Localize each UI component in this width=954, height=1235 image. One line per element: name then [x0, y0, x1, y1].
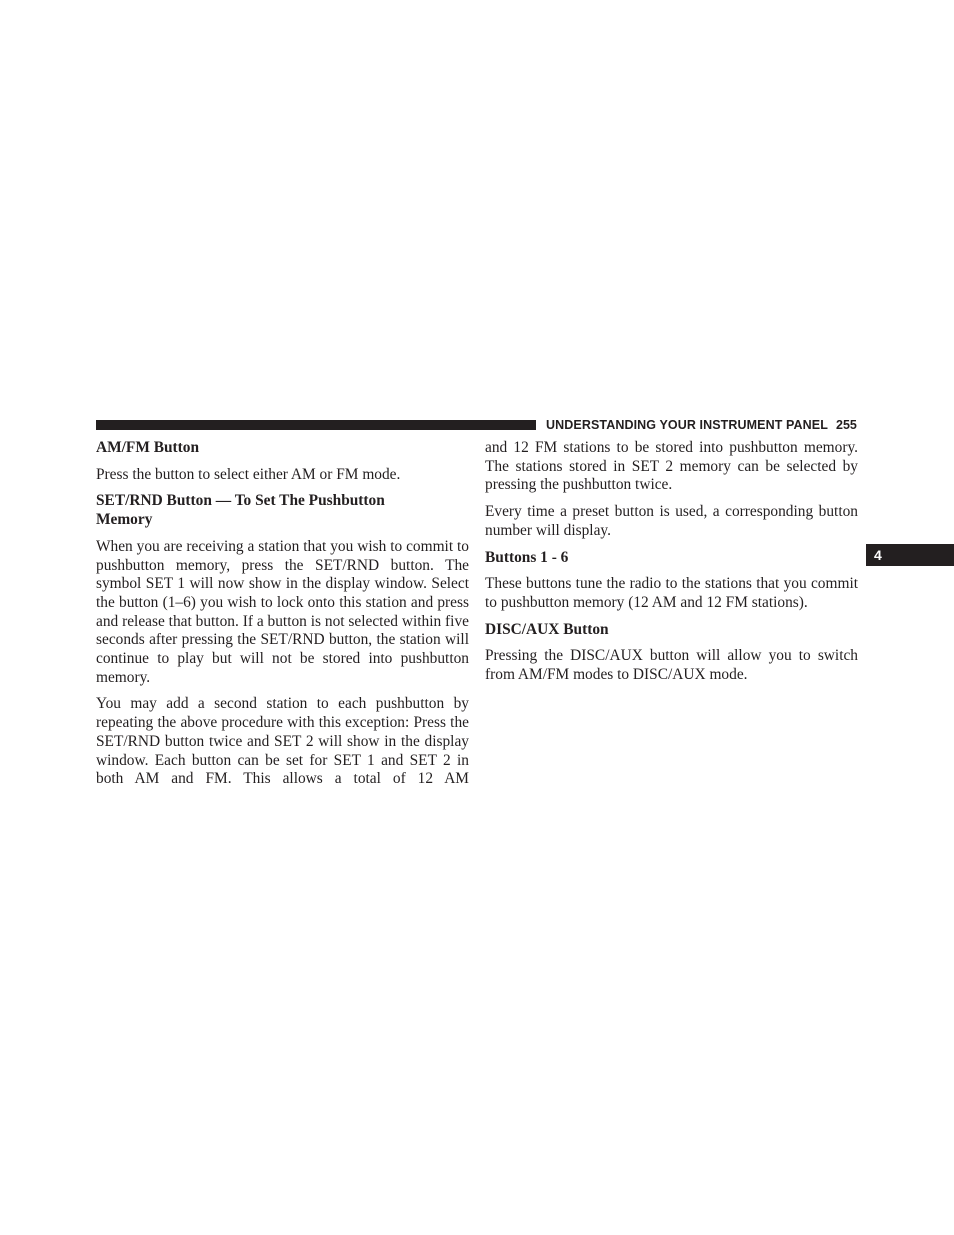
disc-aux-paragraph: Pressing the DISC/AUX button will allow you to switch from AM/FM modes to DISC/AUX mode. [485, 647, 858, 684]
running-header-title: UNDERSTANDING YOUR INSTRUMENT PANEL [546, 418, 828, 432]
chapter-tab: 4 [866, 544, 954, 566]
preset-paragraph: Every time a preset button is used, a corresponding button number will display. [485, 503, 858, 539]
amfm-heading: AM/FM Button [96, 439, 200, 456]
setrnd-paragraph-1: When you are receiving a station that you wish to commit to pushbutton memory, press the SET/RND button. The symbol SET 1 will now show in the display window. Select the button (1–6) you wish to lock onto this station and press and release that button. If a button is not selected within five seconds after pressing the SET/RND button, the station will continue to play but will not be stored into pushbutton memory. [96, 537, 469, 686]
disc-aux-heading: DISC/AUX Button [485, 620, 609, 638]
header-rule [96, 420, 536, 430]
buttons-paragraph: These buttons tune the radio to the stations that you commit to pushbutton memory (12 AM and 12 FM stations). [485, 575, 858, 611]
page-number: 255 [836, 418, 857, 432]
buttons-heading: Buttons 1 - 6 [485, 548, 569, 566]
left-column [96, 439, 469, 797]
setrnd-heading: SET/RND Button — To Set The Pushbutton Memory [96, 492, 385, 529]
setrnd-paragraph-2: You may add a second station to each pushbutton by repeating the above procedure with this exception: Press the SET/RND button twice and SET 2 will show in the display window. Each button can be set for SET 1 and SET 2 in both AM and FM. This allows a total of 12 AM [96, 695, 469, 788]
right-column [485, 439, 858, 693]
continued-paragraph: and 12 FM stations to be stored into pushbutton memory. The stations stored in SET 2 memory can be selected by pressing the pushbutton twice. [485, 439, 858, 494]
amfm-paragraph: Press the button to select either AM or FM mode. [96, 465, 401, 483]
